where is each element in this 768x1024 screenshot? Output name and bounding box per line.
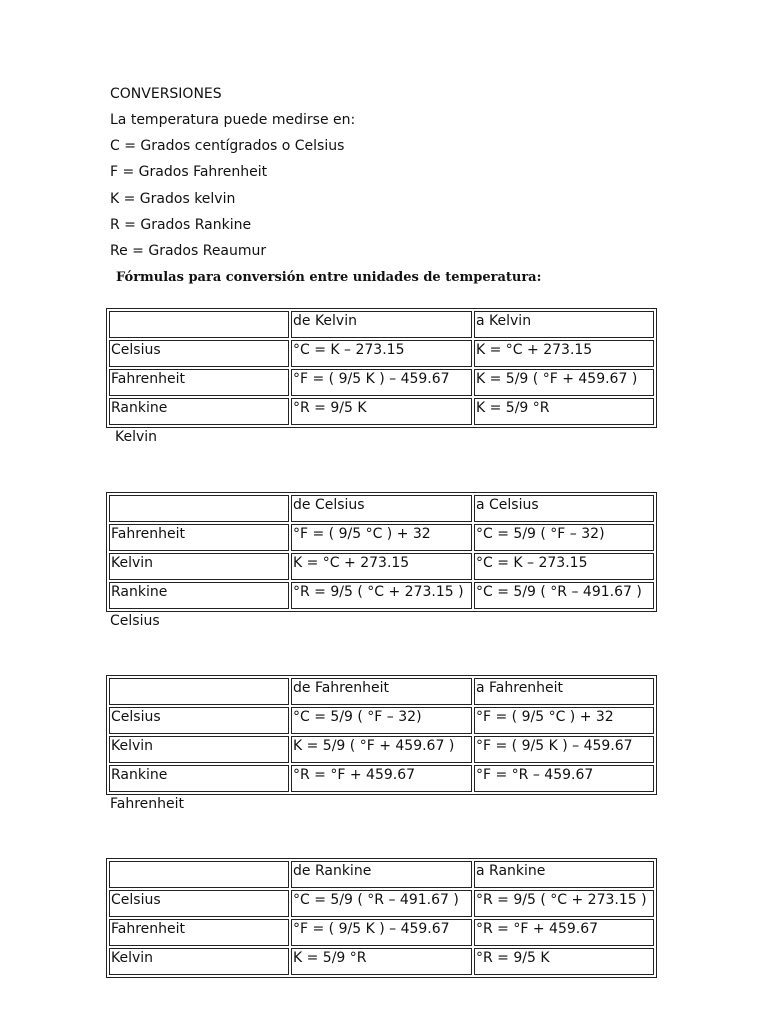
kelvin-conversion-table: [106, 308, 657, 428]
table-cell: Celsius: [109, 707, 289, 734]
table-cell: K = °C + 273.15: [291, 553, 472, 580]
table-cell: Kelvin: [109, 553, 289, 580]
table-row: [108, 368, 655, 397]
table-cell: °R = 9/5 ( °C + 273.15 ): [474, 890, 654, 917]
table-cell: K = 5/9 °R: [291, 948, 472, 975]
fahrenheit-conversion-table: [106, 675, 657, 795]
table-header-row: [108, 677, 655, 706]
table-caption-kelvin: Kelvin: [115, 429, 158, 445]
table-header-row: [108, 860, 655, 889]
celsius-conversion-table: [106, 492, 657, 612]
table-row: [108, 889, 655, 918]
table-cell: °F = ( 9/5 °C ) + 32: [474, 707, 654, 734]
table-header-cell: de Kelvin: [291, 311, 472, 338]
table-cell: Fahrenheit: [109, 369, 289, 396]
document-title: CONVERSIONES: [110, 86, 222, 102]
table-cell: °R = 9/5 K: [291, 398, 472, 425]
table-header-row: [108, 310, 655, 339]
table-cell: °C = 5/9 ( °F – 32): [474, 524, 654, 551]
table-cell: Fahrenheit: [109, 524, 289, 551]
table-cell: Kelvin: [109, 948, 289, 975]
table-cell: °C = K – 273.15: [291, 340, 472, 367]
table-row: [108, 764, 655, 793]
table-row: [108, 706, 655, 735]
table-header-cell: de Celsius: [291, 495, 472, 522]
table-row: [108, 947, 655, 976]
table-cell: °F = ( 9/5 K ) – 459.67: [291, 369, 472, 396]
table-row: [108, 397, 655, 426]
table-cell: Rankine: [109, 765, 289, 792]
table-cell: °F = ( 9/5 K ) – 459.67: [291, 919, 472, 946]
table-cell: °C = 5/9 ( °R – 491.67 ): [291, 890, 472, 917]
unit-definition-celsius: C = Grados centígrados o Celsius: [110, 138, 345, 154]
formulas-heading: Fórmulas para conversión entre unidades de temperatura:: [116, 270, 542, 285]
table-cell: K = °C + 273.15: [474, 340, 654, 367]
table-caption-celsius: Celsius: [110, 613, 160, 629]
table-header-cell: de Fahrenheit: [291, 678, 472, 705]
table-header-cell: [109, 311, 289, 338]
table-cell: K = 5/9 ( °F + 459.67 ): [474, 369, 654, 396]
unit-definition-kelvin: K = Grados kelvin: [110, 191, 236, 207]
table-cell: °C = 5/9 ( °R – 491.67 ): [474, 582, 654, 609]
table-header-cell: [109, 861, 289, 888]
table-cell: °F = ( 9/5 K ) – 459.67: [474, 736, 654, 763]
table-cell: °R = 9/5 K: [474, 948, 654, 975]
table-row: [108, 523, 655, 552]
rankine-conversion-table: [106, 858, 657, 978]
table-cell: Celsius: [109, 340, 289, 367]
table-header-cell: de Rankine: [291, 861, 472, 888]
table-cell: °F = °R – 459.67: [474, 765, 654, 792]
unit-definition-fahrenheit: F = Grados Fahrenheit: [110, 164, 268, 180]
table-row: [108, 339, 655, 368]
table-row: [108, 552, 655, 581]
table-header-cell: [109, 678, 289, 705]
table-header-cell: a Celsius: [474, 495, 654, 522]
table-cell: K = 5/9 °R: [474, 398, 654, 425]
table-row: [108, 581, 655, 610]
table-cell: °R = °F + 459.67: [291, 765, 472, 792]
table-caption-fahrenheit: Fahrenheit: [110, 796, 185, 812]
table-cell: °R = °F + 459.67: [474, 919, 654, 946]
table-cell: °F = ( 9/5 °C ) + 32: [291, 524, 472, 551]
unit-definition-reaumur: Re = Grados Reaumur: [110, 243, 267, 259]
unit-definition-rankine: R = Grados Rankine: [110, 217, 252, 233]
table-cell: °C = K – 273.15: [474, 553, 654, 580]
table-cell: Rankine: [109, 582, 289, 609]
table-header-row: [108, 494, 655, 523]
table-cell: Kelvin: [109, 736, 289, 763]
table-header-cell: a Kelvin: [474, 311, 654, 338]
table-cell: °R = 9/5 ( °C + 273.15 ): [291, 582, 472, 609]
table-cell: °C = 5/9 ( °F – 32): [291, 707, 472, 734]
table-cell: Fahrenheit: [109, 919, 289, 946]
table-header-cell: [109, 495, 289, 522]
table-header-cell: a Rankine: [474, 861, 654, 888]
table-row: [108, 735, 655, 764]
table-cell: Rankine: [109, 398, 289, 425]
table-cell: K = 5/9 ( °F + 459.67 ): [291, 736, 472, 763]
table-cell: Celsius: [109, 890, 289, 917]
table-header-cell: a Fahrenheit: [474, 678, 654, 705]
intro-line: La temperatura puede medirse en:: [110, 112, 356, 128]
table-row: [108, 918, 655, 947]
